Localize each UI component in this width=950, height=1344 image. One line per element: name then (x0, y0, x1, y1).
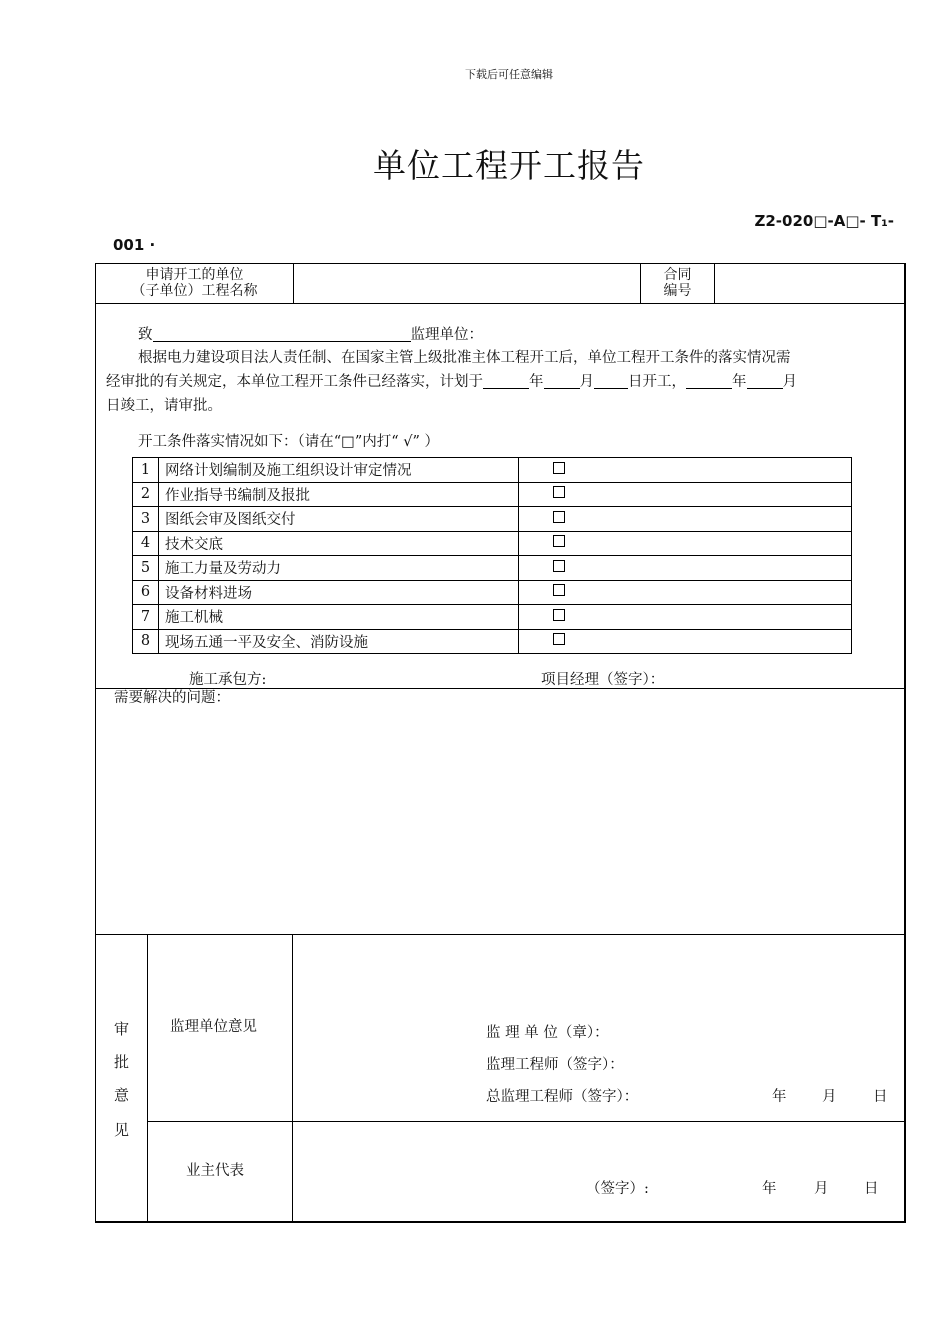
form-code: Z2-020□-A□- T₁- (754, 212, 894, 230)
divider (96, 303, 904, 304)
owner-rep-label: 业主代表 (186, 1163, 244, 1179)
checkbox[interactable] (553, 486, 565, 498)
end-month-blank[interactable] (747, 372, 783, 389)
condition-label: 网络计划编制及施工组织设计审定情况 (159, 458, 519, 483)
body-paragraph-line3: 日竣工，请审批。 (106, 398, 222, 414)
table-row (133, 531, 852, 556)
addressee-blank[interactable] (153, 325, 411, 342)
date-day: 日 (873, 1089, 888, 1105)
download-note: 下载后可任意编辑 (465, 68, 553, 81)
row-number: 4 (133, 531, 159, 556)
row-number: 8 (133, 629, 159, 654)
condition-label: 技术交底 (159, 531, 519, 556)
divider (292, 934, 293, 1221)
condition-label: 施工力量及劳动力 (159, 556, 519, 581)
project-manager-label: 项目经理（签字）： (541, 672, 665, 688)
row-number: 6 (133, 580, 159, 605)
checkbox[interactable] (553, 584, 565, 596)
condition-label: 施工机械 (159, 605, 519, 630)
chief-engineer-sign: 总监理工程师（签字）： (486, 1089, 639, 1105)
table-row (133, 556, 852, 581)
addressee-line: 致 监理单位： (138, 327, 483, 343)
body-paragraph-line2: 经审批的有关规定，本单位工程开工条件已经落实，计划于 年 月 日开工， 年 月 (106, 374, 797, 390)
checkbox[interactable] (553, 462, 565, 474)
condition-label: 图纸会审及图纸交付 (159, 507, 519, 532)
condition-label: 设备材料进场 (159, 580, 519, 605)
page-title: 单位工程开工报告 (373, 146, 645, 185)
body-paragraph-line1: 根据电力建设项目法人责任制、在国家主管上级批准主体工程开工后，单位工程开工条件的落实情况需 (138, 350, 791, 366)
checkbox[interactable] (553, 609, 565, 621)
table-row (133, 507, 852, 532)
checkbox[interactable] (553, 511, 565, 523)
issues-label: 需要解决的问题： (114, 690, 230, 706)
date-day: 日 (864, 1181, 879, 1197)
row-number: 7 (133, 605, 159, 630)
date-year: 年 (762, 1181, 777, 1197)
divider (147, 1121, 904, 1122)
date-month: 月 (814, 1181, 829, 1197)
supervisor-engineer-sign: 监理工程师（签字）： (486, 1057, 624, 1073)
start-year-blank[interactable] (483, 372, 529, 389)
form-code-continued: 001 · (113, 236, 156, 254)
owner-sign-label: （签字）: (586, 1181, 649, 1197)
form-table (95, 263, 906, 1223)
contractor-label: 施工承包方: (189, 672, 267, 688)
divider (96, 934, 904, 935)
divider (147, 934, 148, 1221)
supervisor-opinion-label: 监理单位意见 (170, 1019, 257, 1035)
row-number: 2 (133, 482, 159, 507)
condition-label: 作业指导书编制及报批 (159, 482, 519, 507)
row-number: 3 (133, 507, 159, 532)
end-year-blank[interactable] (686, 372, 732, 389)
row-number: 1 (133, 458, 159, 483)
start-month-blank[interactable] (544, 372, 580, 389)
approval-side-char: 批 (114, 1053, 130, 1071)
date-month: 月 (822, 1089, 837, 1105)
conditions-heading: 开工条件落实情况如下：（请在“□”内打“ √” ） (138, 434, 440, 450)
checkbox[interactable] (553, 633, 565, 645)
row-number: 5 (133, 556, 159, 581)
supervisor-unit-seal: 监 理 单 位（章）： (486, 1025, 609, 1041)
approval-side-char: 意 (114, 1086, 130, 1104)
unit-name-label: 申请开工的单位 （子单位）工程名称 (131, 267, 258, 299)
conditions-table (132, 457, 852, 654)
approval-side-char: 见 (114, 1121, 130, 1139)
table-row (133, 580, 852, 605)
table-row (133, 605, 852, 630)
contract-no-label: 合同 编号 (663, 267, 692, 299)
divider (293, 264, 294, 303)
divider (714, 264, 715, 303)
checkbox[interactable] (553, 535, 565, 547)
date-year: 年 (772, 1089, 787, 1105)
table-row (133, 482, 852, 507)
approval-side-char: 审 (114, 1020, 130, 1038)
checkbox[interactable] (553, 560, 565, 572)
start-day-blank[interactable] (594, 372, 628, 389)
condition-label: 现场五通一平及安全、消防设施 (159, 629, 519, 654)
table-row (133, 458, 852, 483)
table-row (133, 629, 852, 654)
